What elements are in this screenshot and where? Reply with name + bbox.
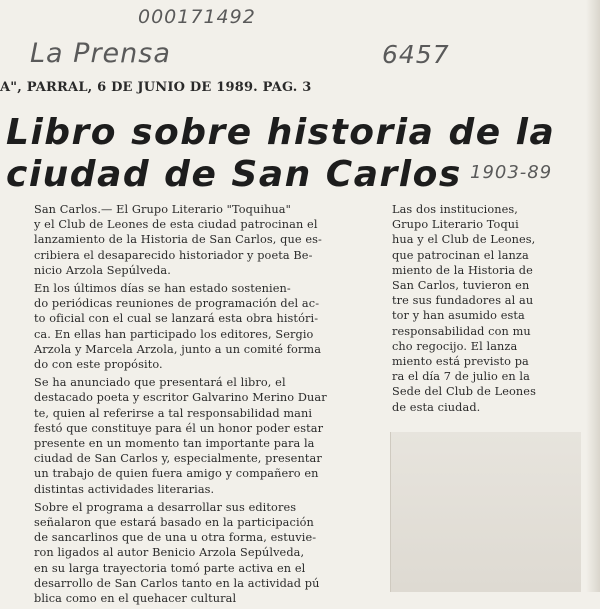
text-line: tre sus fundadores al au	[392, 294, 534, 308]
paragraph-2	[34, 281, 382, 372]
text-line: to oficial con el cual se lanzará esta obra históri-	[34, 312, 319, 326]
text-line: destacado poeta y escritor Galvarino Merino Duar	[34, 391, 327, 405]
text-line: blica como en el quehacer cultural	[34, 592, 237, 606]
article-column-right	[392, 202, 590, 418]
text-line: festó que constituye para él un honor poder estar	[34, 421, 324, 435]
text-line: Sobre el programa a desarrollar sus editores	[34, 500, 297, 514]
text-line: ca. En ellas han participado los editores, Sergio	[34, 327, 314, 341]
handwritten-newspaper-name: La Prensa	[30, 38, 171, 69]
text-line: que patrocinan el lanza	[392, 248, 529, 262]
text-line: hua y el Club de Leones,	[392, 233, 536, 247]
text-line: San Carlos, tuvieron en	[392, 279, 530, 293]
text-line: do periódicas reuniones de programación del ac-	[34, 297, 320, 311]
text-line: Se ha anunciado que presentará el libro, el	[34, 376, 286, 390]
text-line: ciudad de San Carlos y, especialmente, presentar	[34, 452, 322, 466]
text-line: tor y han asumido esta	[392, 309, 525, 323]
text-line: señalaron que estará basado en la participación	[34, 516, 314, 530]
text-line: de esta ciudad.	[392, 400, 481, 414]
headline-line-2: ciudad de San Carlos	[6, 154, 462, 195]
text-line: cho regocijo. El lanza	[392, 339, 518, 353]
text-line: Grupo Literario Toqui	[392, 218, 519, 232]
text-line: te, quien al referirse a tal responsabilidad mani	[34, 406, 313, 420]
text-line: miento de la Historia de	[392, 263, 533, 277]
handwritten-date-range: 1903-89	[470, 162, 553, 183]
text-line: presente en un momento tan importante para la	[34, 437, 315, 451]
page-edge	[586, 0, 600, 592]
text-line: Las dos instituciones,	[392, 203, 518, 216]
dateline: A", PARRAL, 6 DE JUNIO DE 1989. PAG. 3	[0, 80, 312, 95]
paragraph-1	[34, 202, 382, 278]
text-line: ra el día 7 de julio en la	[392, 370, 530, 384]
paragraph-right-1	[392, 202, 590, 415]
headline	[6, 112, 566, 196]
text-line: de sancarlinos que de una u otra forma, estuvie-	[34, 531, 317, 545]
paragraph-3	[34, 375, 382, 497]
handwritten-number: 6457	[382, 40, 450, 69]
text-line: distintas actividades literarias.	[34, 482, 215, 496]
handwritten-catalog-code: 000171492	[138, 6, 256, 28]
text-line: En los últimos días se han estado sostenien-	[34, 282, 291, 296]
text-line: San Carlos.— El Grupo Literario "Toquihua"	[34, 203, 291, 216]
photo-placeholder	[390, 432, 581, 592]
text-line: ron ligados al autor Benicio Arzola Sepúlveda,	[34, 546, 305, 560]
text-line: un trabajo de quien fuera amigo y compañero en	[34, 467, 319, 481]
text-line: miento está previsto pa	[392, 355, 529, 369]
text-line: y el Club de Leones de esta ciudad patrocinan el	[34, 218, 318, 232]
text-line: responsabilidad con mu	[392, 324, 531, 338]
text-line: do con este propósito.	[34, 358, 163, 372]
text-line: Sede del Club de Leones	[392, 385, 536, 399]
text-line: en su larga trayectoria tomó parte activa en el	[34, 561, 306, 575]
text-line: nicio Arzola Sepúlveda.	[34, 263, 171, 277]
article-column-left	[34, 202, 382, 609]
text-line: cribiera el desaparecido historiador y poeta Be-	[34, 248, 313, 262]
text-line: Arzola y Marcela Arzola, junto a un comité forma	[34, 342, 322, 356]
paragraph-4	[34, 500, 382, 606]
text-line: desarrollo de San Carlos tanto en la actividad pú	[34, 576, 320, 590]
headline-line-1: Libro sobre historia de la	[6, 112, 556, 153]
text-line: lanzamiento de la Historia de San Carlos, que es-	[34, 233, 322, 247]
